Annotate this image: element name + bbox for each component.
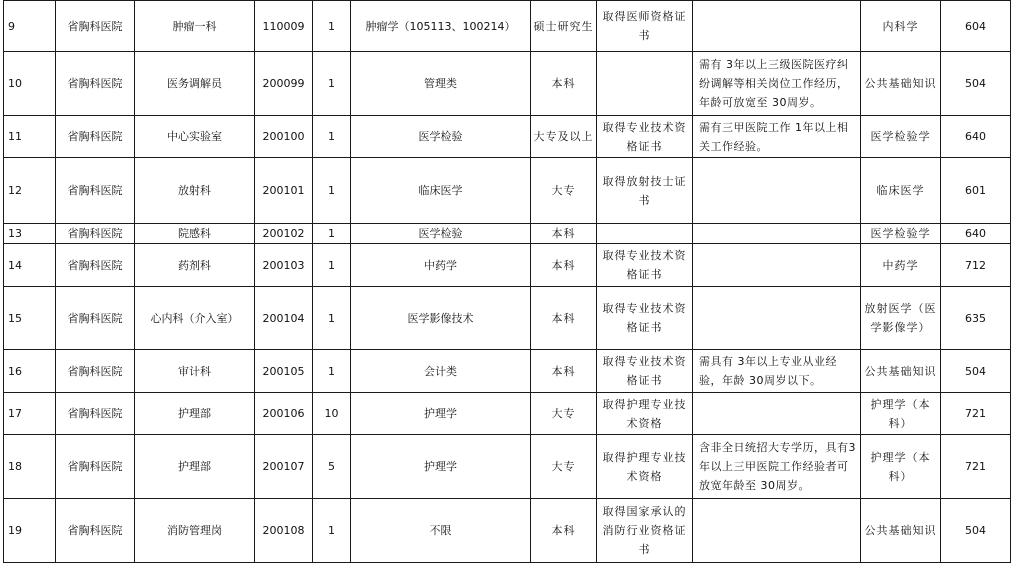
cell-edu: 本科 — [531, 499, 597, 563]
cell-edu: 本科 — [531, 287, 597, 350]
positions-table — [3, 0, 1011, 563]
table-row — [4, 116, 1011, 158]
cell-edu: 本科 — [531, 52, 597, 116]
cell-exam: 内科学 — [861, 1, 941, 52]
cell-dept: 院感科 — [135, 224, 255, 244]
cell-code: 200102 — [255, 224, 313, 244]
cell-hospital: 省胸科医院 — [56, 116, 135, 158]
cell-hospital: 省胸科医院 — [56, 224, 135, 244]
table-row — [4, 244, 1011, 287]
cell-exam: 护理学（本科） — [861, 393, 941, 435]
table-row — [4, 52, 1011, 116]
cell-edu: 本科 — [531, 350, 597, 393]
cell-major: 护理学 — [351, 393, 531, 435]
cell-count: 1 — [313, 158, 351, 224]
table-body — [4, 1, 1011, 563]
cell-count: 10 — [313, 393, 351, 435]
cell-code: 200108 — [255, 499, 313, 563]
cell-note — [693, 393, 861, 435]
cell-edu: 大专及以上 — [531, 116, 597, 158]
cell-count: 1 — [313, 287, 351, 350]
cell-hospital: 省胸科医院 — [56, 435, 135, 499]
cell-qual: 取得专业技术资格证书 — [597, 116, 693, 158]
cell-qual: 取得护理专业技术资格 — [597, 435, 693, 499]
cell-note — [693, 287, 861, 350]
cell-code: 110009 — [255, 1, 313, 52]
cell-note — [693, 1, 861, 52]
cell-code: 200103 — [255, 244, 313, 287]
cell-major: 管理类 — [351, 52, 531, 116]
cell-score: 721 — [941, 435, 1011, 499]
cell-score: 712 — [941, 244, 1011, 287]
cell-dept: 护理部 — [135, 393, 255, 435]
cell-note: 需有三甲医院工作 1年以上相关工作经验。 — [693, 116, 861, 158]
cell-dept: 中心实验室 — [135, 116, 255, 158]
cell-major: 医学检验 — [351, 116, 531, 158]
cell-no: 18 — [4, 435, 56, 499]
cell-exam: 公共基础知识 — [861, 350, 941, 393]
cell-exam: 临床医学 — [861, 158, 941, 224]
cell-note: 含非全日统招大专学历，具有3年以上三甲医院工作经验者可放宽年龄至 30周岁。 — [693, 435, 861, 499]
cell-edu: 大专 — [531, 393, 597, 435]
cell-count: 1 — [313, 224, 351, 244]
table-row — [4, 499, 1011, 563]
cell-edu: 硕士研究生 — [531, 1, 597, 52]
cell-count: 1 — [313, 350, 351, 393]
cell-exam: 医学检验学 — [861, 224, 941, 244]
table-row — [4, 1, 1011, 52]
cell-exam: 医学检验学 — [861, 116, 941, 158]
cell-count: 1 — [313, 499, 351, 563]
cell-dept: 肿瘤一科 — [135, 1, 255, 52]
cell-note — [693, 244, 861, 287]
cell-major: 肿瘤学（105113、100214） — [351, 1, 531, 52]
cell-major: 不限 — [351, 499, 531, 563]
cell-no: 14 — [4, 244, 56, 287]
cell-qual: 取得专业技术资格证书 — [597, 350, 693, 393]
cell-dept: 医务调解员 — [135, 52, 255, 116]
cell-major: 医学影像技术 — [351, 287, 531, 350]
cell-no: 10 — [4, 52, 56, 116]
cell-major: 会计类 — [351, 350, 531, 393]
cell-score: 604 — [941, 1, 1011, 52]
cell-hospital: 省胸科医院 — [56, 350, 135, 393]
cell-hospital: 省胸科医院 — [56, 287, 135, 350]
cell-dept: 消防管理岗 — [135, 499, 255, 563]
table-row — [4, 287, 1011, 350]
cell-score: 504 — [941, 499, 1011, 563]
cell-no: 11 — [4, 116, 56, 158]
cell-hospital: 省胸科医院 — [56, 52, 135, 116]
cell-exam: 放射医学（医学影像学） — [861, 287, 941, 350]
cell-exam: 公共基础知识 — [861, 52, 941, 116]
cell-dept: 心内科（介入室） — [135, 287, 255, 350]
cell-qual — [597, 52, 693, 116]
cell-dept: 审计科 — [135, 350, 255, 393]
cell-dept: 放射科 — [135, 158, 255, 224]
cell-score: 504 — [941, 52, 1011, 116]
table-row — [4, 435, 1011, 499]
cell-score: 504 — [941, 350, 1011, 393]
cell-qual: 取得医师资格证书 — [597, 1, 693, 52]
cell-score: 721 — [941, 393, 1011, 435]
cell-score: 601 — [941, 158, 1011, 224]
cell-score: 640 — [941, 224, 1011, 244]
cell-note — [693, 499, 861, 563]
cell-no: 16 — [4, 350, 56, 393]
cell-exam: 公共基础知识 — [861, 499, 941, 563]
table-row — [4, 350, 1011, 393]
cell-count: 1 — [313, 52, 351, 116]
table-row — [4, 224, 1011, 244]
cell-code: 200105 — [255, 350, 313, 393]
cell-qual: 取得专业技术资格证书 — [597, 244, 693, 287]
cell-hospital: 省胸科医院 — [56, 158, 135, 224]
cell-qual: 取得专业技术资格证书 — [597, 287, 693, 350]
cell-note: 需具有 3年以上专业从业经验，年龄 30周岁以下。 — [693, 350, 861, 393]
cell-code: 200104 — [255, 287, 313, 350]
cell-hospital: 省胸科医院 — [56, 499, 135, 563]
cell-major: 护理学 — [351, 435, 531, 499]
cell-qual: 取得放射技士证书 — [597, 158, 693, 224]
cell-exam: 中药学 — [861, 244, 941, 287]
cell-no: 15 — [4, 287, 56, 350]
cell-score: 635 — [941, 287, 1011, 350]
cell-edu: 本科 — [531, 244, 597, 287]
cell-code: 200107 — [255, 435, 313, 499]
cell-code: 200100 — [255, 116, 313, 158]
cell-no: 17 — [4, 393, 56, 435]
cell-major: 中药学 — [351, 244, 531, 287]
cell-count: 5 — [313, 435, 351, 499]
table-row — [4, 393, 1011, 435]
cell-dept: 护理部 — [135, 435, 255, 499]
cell-code: 200101 — [255, 158, 313, 224]
cell-edu: 本科 — [531, 224, 597, 244]
cell-hospital: 省胸科医院 — [56, 244, 135, 287]
cell-note — [693, 158, 861, 224]
cell-note — [693, 224, 861, 244]
cell-major: 医学检验 — [351, 224, 531, 244]
cell-code: 200106 — [255, 393, 313, 435]
cell-dept: 药剂科 — [135, 244, 255, 287]
cell-score: 640 — [941, 116, 1011, 158]
cell-qual: 取得国家承认的消防行业资格证书 — [597, 499, 693, 563]
cell-code: 200099 — [255, 52, 313, 116]
cell-qual: 取得护理专业技术资格 — [597, 393, 693, 435]
cell-no: 12 — [4, 158, 56, 224]
cell-no: 19 — [4, 499, 56, 563]
cell-hospital: 省胸科医院 — [56, 1, 135, 52]
cell-count: 1 — [313, 116, 351, 158]
table-row — [4, 158, 1011, 224]
cell-count: 1 — [313, 1, 351, 52]
cell-qual — [597, 224, 693, 244]
cell-hospital: 省胸科医院 — [56, 393, 135, 435]
cell-edu: 大专 — [531, 158, 597, 224]
cell-edu: 大专 — [531, 435, 597, 499]
cell-no: 13 — [4, 224, 56, 244]
cell-major: 临床医学 — [351, 158, 531, 224]
cell-count: 1 — [313, 244, 351, 287]
cell-no: 9 — [4, 1, 56, 52]
cell-note: 需有 3年以上三级医院医疗纠纷调解等相关岗位工作经历，年龄可放宽至 30周岁。 — [693, 52, 861, 116]
cell-exam: 护理学（本科） — [861, 435, 941, 499]
